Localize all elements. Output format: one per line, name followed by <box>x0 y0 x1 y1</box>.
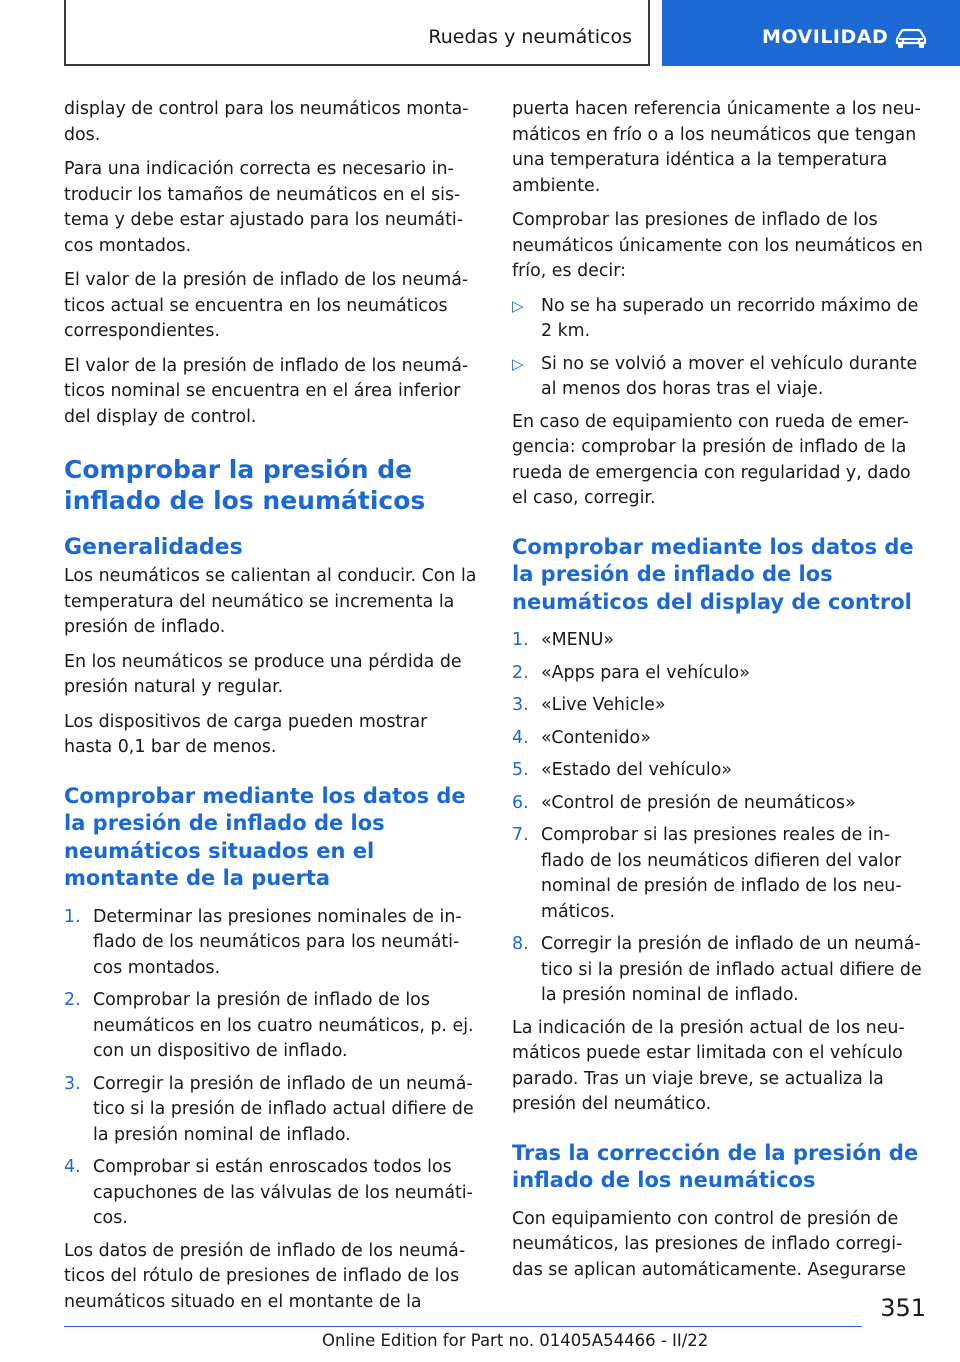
list-item <box>64 1155 479 1232</box>
list-item <box>512 352 927 403</box>
step-text: Comprobar si las presiones reales de in-flado de los neumáticos difieren del valor nominal de presión de inflado de los neu-máticos. <box>541 825 902 922</box>
header-section-box <box>64 0 650 66</box>
step-text: Determinar las presiones nominales de in-flado de los neumáticos para los neumáti-cos montados. <box>93 906 462 978</box>
list-item <box>64 988 479 1065</box>
left-column <box>64 97 479 1324</box>
after-correction-heading: Tras la corrección de la presión de inflado de los neumáticos <box>512 1140 919 1192</box>
page-header <box>0 0 960 66</box>
footer-divider <box>64 1326 862 1327</box>
step-number: 3. <box>512 695 529 715</box>
general-paragraph-2: En los neumáticos se produce una pérdida de presión natural y regular. <box>64 651 462 697</box>
door-note: Los datos de presión de inflado de los neumá-ticos del rótulo de presiones de inflado de los neumáticos situado en el montante de la <box>64 1240 466 1312</box>
door-steps-list <box>64 905 479 1232</box>
spare-wheel-paragraph: En caso de equipamiento con rueda de emer-gencia: comprobar la presión de inflado de la rueda de emergencia con regularidad y, dado el caso, corregir. <box>512 411 911 508</box>
continued-paragraph-2: Comprobar las presiones de inflado de los neumáticos únicamente con los neumáticos en frío, es decir: <box>512 210 923 281</box>
after-correction-paragraph: Con equipamiento con control de presión de neumáticos, las presiones de inflado corregi-das se aplican automáticamente. Asegurarse <box>512 1208 906 1280</box>
bullet-text: Si no se volvió a mover el vehículo durante al menos dos horas tras el viaje. <box>541 353 918 399</box>
general-heading: Generalidades <box>64 535 243 560</box>
step-text: Corregir la presión de inflado de un neumá-tico si la presión de inflado actual difiere de la presión nominal de inflado. <box>541 934 922 1005</box>
display-note: La indicación de la presión actual de los neu-máticos puede estar limitada con el vehículo parado. Tras un viaje breve, se actualiza la presión del neumático. <box>512 1017 905 1114</box>
step-text: «MENU» <box>541 630 615 650</box>
general-paragraph-1: Los neumáticos se calientan al conducir. Con la temperatura del neumático se incrementa la presión de inflado. <box>64 566 477 637</box>
step-number: 2. <box>512 662 529 683</box>
general-paragraph-3: Los dispositivos de carga pueden mostrar hasta 0,1 bar de menos. <box>64 711 428 757</box>
intro-paragraph-3: El valor de la presión de inflado de los neumá-ticos actual se encuentra en los neumáticos correspondientes. <box>64 270 469 341</box>
main-heading: Comprobar la presión de inflado de los neumáticos <box>64 455 426 515</box>
step-number: 2. <box>64 990 81 1010</box>
list-item <box>512 661 927 687</box>
step-text: «Control de presión de neumáticos» <box>541 792 856 813</box>
display-heading: Comprobar mediante los datos de la presión de inflado de los neumáticos del display de control <box>512 534 914 614</box>
step-number: 3. <box>64 1073 81 1094</box>
step-text: «Live Vehicle» <box>541 695 666 715</box>
triangle-bullet-icon: ▷ <box>512 296 524 315</box>
list-item <box>512 823 927 925</box>
list-item <box>512 693 927 719</box>
step-text: «Apps para el vehículo» <box>541 662 750 683</box>
list-item <box>512 628 927 654</box>
step-text: Comprobar si están enroscados todos los capuchones de las válvulas de los neumáti-cos. <box>93 1157 473 1228</box>
list-item <box>512 726 927 752</box>
step-number: 1. <box>64 906 81 927</box>
header-category-label: MOVILIDAD <box>762 26 889 48</box>
step-number: 7. <box>512 825 529 845</box>
cold-conditions-list <box>512 294 927 403</box>
right-column <box>512 97 927 1292</box>
step-text: Comprobar la presión de inflado de los neumáticos en los cuatro neumáticos, p. ej. con un dispositivo de inflado. <box>93 990 474 1061</box>
door-heading: Comprobar mediante los datos de la presión de inflado de los neumáticos situados en el montante de la puerta <box>64 783 466 890</box>
list-item <box>64 1072 479 1149</box>
header-section-title: Ruedas y neumáticos <box>428 26 632 48</box>
intro-paragraph-2: Para una indicación correcta es necesario in-troducir los tamaños de neumáticos en el sis-tema y debe estar ajustado para los neumáti-cos montados. <box>64 159 463 256</box>
step-number: 4. <box>64 1157 81 1177</box>
step-number: 6. <box>512 792 529 813</box>
page-number: 351 <box>880 1294 926 1322</box>
intro-paragraph-1: display de control para los neumáticos monta-dos. <box>64 99 469 145</box>
continued-paragraph-1: puerta hacen referencia únicamente a los neu-máticos en frío o a los neumáticos que tengan una temperatura idéntica a la temperatura ambiente. <box>512 99 921 196</box>
step-text: Corregir la presión de inflado de un neumá-tico si la presión de inflado actual difiere de la presión nominal de inflado. <box>93 1073 474 1145</box>
step-number: 4. <box>512 727 529 748</box>
triangle-bullet-icon: ▷ <box>512 354 524 373</box>
list-item <box>512 294 927 345</box>
list-item <box>512 791 927 817</box>
step-text: «Contenido» <box>541 727 651 748</box>
step-number: 8. <box>512 934 529 954</box>
intro-paragraph-4: El valor de la presión de inflado de los neumá-ticos nominal se encuentra en el área inferior del display de control. <box>64 355 469 427</box>
header-category-box <box>662 0 960 66</box>
list-item <box>512 758 927 784</box>
step-number: 1. <box>512 630 529 650</box>
list-item <box>64 905 479 982</box>
bullet-text: No se ha superado un recorrido máximo de 2 km. <box>541 295 919 341</box>
footer-edition: Online Edition for Part no. 01405A54466 - II/22 <box>322 1331 709 1350</box>
step-number: 5. <box>512 760 529 780</box>
list-item <box>512 932 927 1009</box>
step-text: «Estado del vehículo» <box>541 760 733 780</box>
car-icon <box>894 28 928 50</box>
display-steps-list <box>512 628 927 1009</box>
